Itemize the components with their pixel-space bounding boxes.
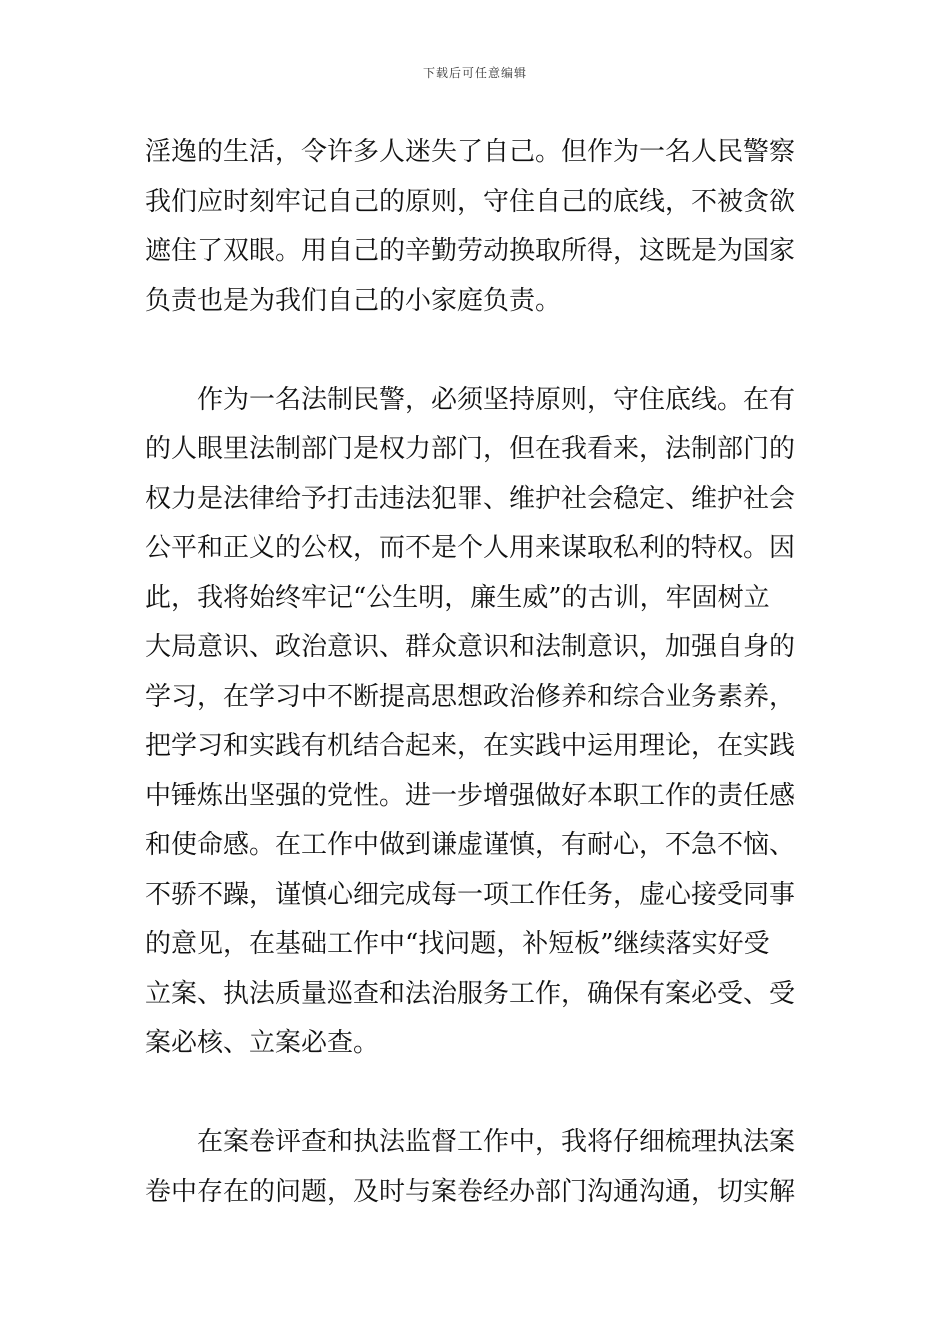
- text-line: 作为一名法制民警，必须坚持原则，守住底线。在有: [145, 384, 796, 415]
- text-line: 和使命感。在工作中做到谦虚谨慎，有耐心，不急不恼、: [145, 830, 796, 860]
- text-line: 的意见，在基础工作中“找问题，补短板”继续落实好受: [145, 929, 770, 959]
- text-line: 淫逸的生活，令许多人迷失了自己。但作为一名人民警察: [145, 137, 796, 167]
- text-line: 中锤炼出坚强的党性。进一步增强做好本职工作的责任感: [145, 780, 796, 811]
- text-line: 公平和正义的公权，而不是个人用来谋取私利的特权。因: [145, 533, 796, 563]
- text-line: 立案、执法质量巡查和法治服务工作，确保有案必受、受: [145, 978, 796, 1009]
- text-line: 大局意识、政治意识、群众意识和法制意识，加强自身的: [145, 632, 796, 662]
- paragraph-spacer: [145, 1069, 807, 1119]
- paragraph: [145, 1118, 807, 1217]
- page-header: 下载后可任意编辑: [422, 66, 527, 80]
- text-line: 学习，在学习中不断提高思想政治修养和综合业务素养，: [145, 681, 796, 712]
- text-line: 此，我将始终牢记“公生明，廉生威”的古训，牢固树立: [145, 582, 770, 613]
- document-body: [145, 128, 807, 1217]
- text-line: 负责也是为我们自己的小家庭负责。: [145, 285, 562, 316]
- text-line: 案必核、立案必查。: [145, 1028, 380, 1058]
- text-line: 权力是法律给予打击违法犯罪、维护社会稳定、维护社会: [145, 483, 796, 514]
- text-line: 不骄不躁，谨慎心细完成每一项工作任务，虚心接受同事: [145, 879, 796, 910]
- text-line: 卷中存在的问题，及时与案卷经办部门沟通沟通，切实解: [145, 1176, 796, 1207]
- text-line: 的人眼里法制部门是权力部门，但在我看来，法制部门的: [145, 434, 796, 464]
- text-line: 我们应时刻牢记自己的原则，守住自己的底线，不被贪欲: [145, 186, 796, 217]
- paragraph: [145, 376, 807, 1069]
- text-line: 把学习和实践有机结合起来，在实践中运用理论，在实践: [145, 731, 796, 761]
- text-line: 在案卷评查和执法监督工作中，我将仔细梳理执法案: [145, 1127, 796, 1157]
- paragraph-spacer: [145, 326, 807, 376]
- paragraph: [145, 128, 807, 326]
- text-line: 遮住了双眼。用自己的辛勤劳动换取所得，这既是为国家: [145, 236, 796, 266]
